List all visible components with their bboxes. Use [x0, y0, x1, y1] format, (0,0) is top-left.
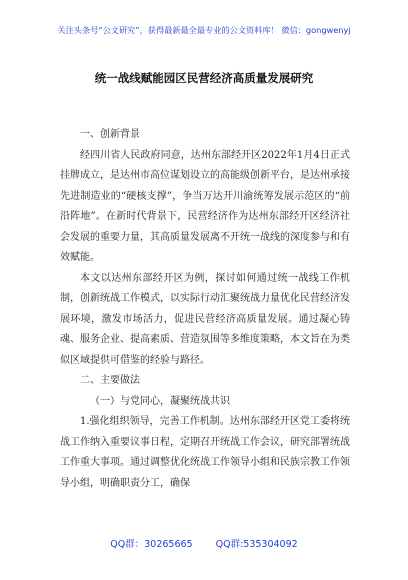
document-title: 统一战线赋能园区民营经济高质量发展研究 [94, 71, 314, 85]
footer-qq-group-1: QQ群：30265665 [110, 539, 193, 550]
section-heading-background: 一、创新背景 [80, 129, 140, 140]
paragraph-purpose: 本文以达州东部经开区为例，探讨如何通过统一战线工作机制，创新统战工作模式，以实际行动汇聚统战力量优化民营经济发展环境，激发市场活力，促进民营经济高质量发展。通过凝心铸魂、服务企业、提高素质、营造氛围等多维度策略，本文旨在为类似区域提供可借鉴的经验与路径。 [60, 272, 350, 366]
paragraph-background: 经四川省人民政府同意，达州东部经开区2022年1月4日正式挂牌成立，是达州市高位谋划设立的高能级创新平台，是达州承接先进制造业的“硬核支撑”，争当万达开川渝统筹发展示范区的“前沿阵地”。在新时代背景下，民营经济作为达州东部经开区经济社会发展的重要力量，其高质量发展离不开统一战线的深度参与和有效赋能。 [60, 149, 350, 263]
paragraph-organization: 1.强化组织领导，完善工作机制。达州东部经开区党工委将统战工作纳入重要议事日程，定期召开统战工作会议，研究部署统战工作重大事项。通过调整优化统战工作领导小组和民族宗教工作领导小组，明确职责分工，确保 [60, 416, 350, 489]
header-note: 关注头条号“公文研究”，获得最新最全最专业的公文资料库！ 微信：gongwenyj [57, 25, 351, 35]
document-body [60, 125, 350, 494]
footer [0, 536, 408, 550]
section-heading-practices: 二、主要做法 [80, 375, 140, 386]
subsection-heading: （一）与党同心，凝聚统战共识 [90, 395, 230, 407]
footer-qq-group-2: QQ群:535304092 [215, 539, 298, 550]
